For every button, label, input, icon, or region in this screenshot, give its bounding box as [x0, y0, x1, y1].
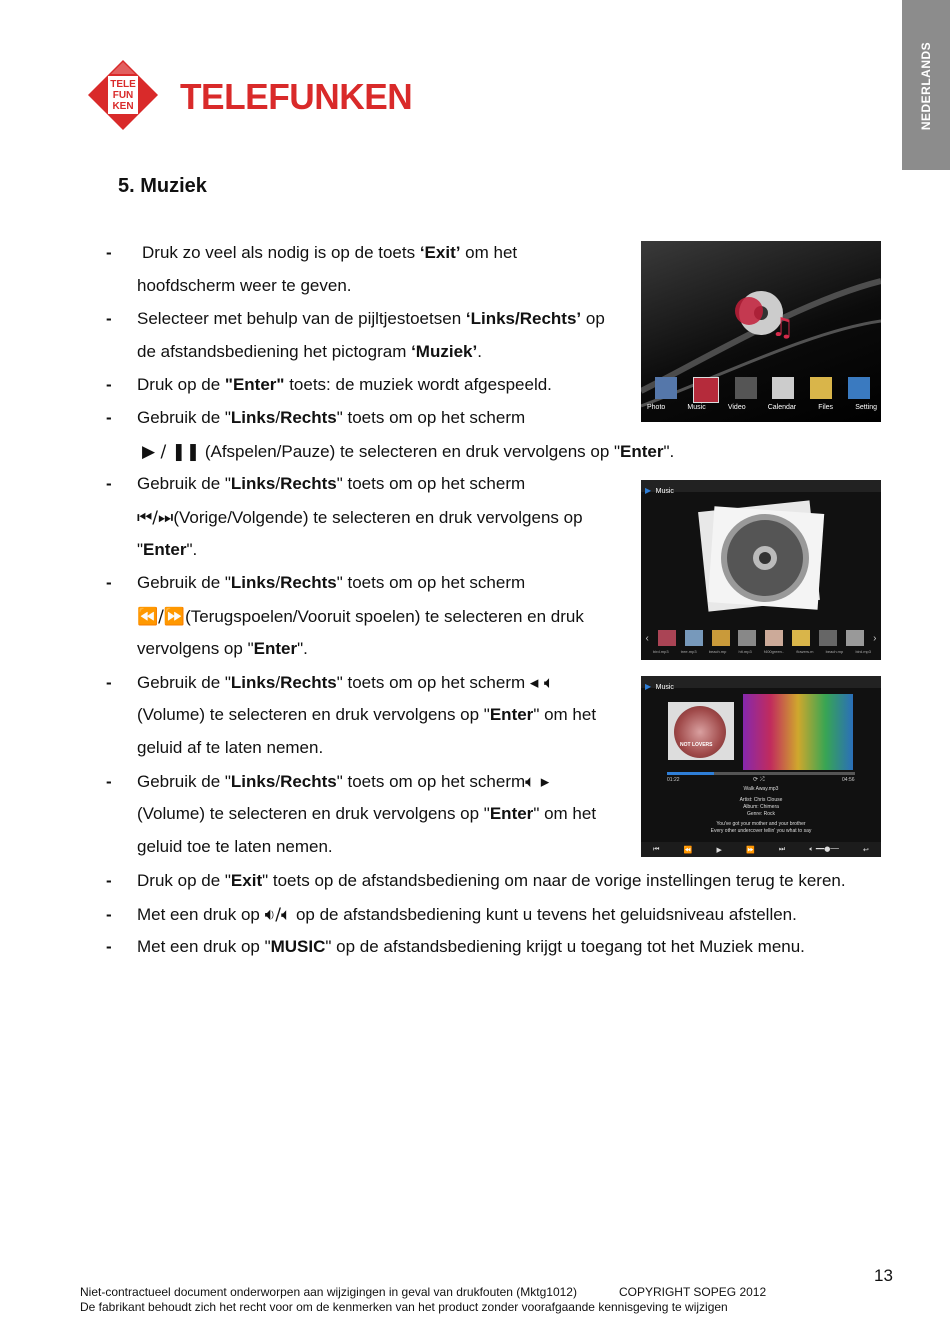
file-label: beach.mp: [825, 649, 844, 654]
bullet-dash: -: [106, 474, 112, 493]
rewind-forward-icon: ⏪/⏩: [137, 607, 186, 627]
menu-label[interactable]: Video: [727, 404, 746, 411]
files-icon[interactable]: [810, 377, 832, 399]
setting-icon[interactable]: [848, 377, 870, 399]
instruction-line: (Volume) te selecteren en druk vervolgens op "Enter" om het: [137, 804, 597, 823]
footer-line-2: De fabrikant behoudt zich het recht voor om de kenmerken van het product zonder voorafgaande kennisgeving te wijzigen: [80, 1300, 728, 1314]
bullet-dash: -: [106, 871, 112, 890]
previous-icon[interactable]: ⏮: [653, 845, 660, 853]
bullet-dash: -: [106, 375, 112, 394]
bullet-dash: -: [106, 937, 112, 956]
time-total: 04:56: [842, 777, 855, 783]
player-title: Music: [655, 684, 674, 691]
file-label: beach.mp: [708, 649, 727, 654]
instruction-line: geluid toe te laten nemen.: [137, 837, 333, 856]
player-controls: [641, 842, 881, 857]
instruction-line: Met een druk op 🔉︎/🔈︎ op de afstandsbediening kunt u tevens het geluidsniveau afstellen.: [137, 905, 797, 925]
language-label: NEDERLANDS: [919, 41, 933, 131]
brand-name: TELEFUNKEN: [180, 76, 413, 117]
instruction-line: hoofdscherm weer te geven.: [137, 276, 352, 295]
browser-title: Music: [655, 488, 674, 495]
language-tab: [902, 0, 950, 170]
play-icon[interactable]: ▶: [716, 845, 722, 854]
instruction-line: Selecteer met behulp van de pijltjestoetsen ‘Links/Rechts’ op: [137, 309, 605, 328]
volume-icon[interactable]: 🔈︎ ━━●──: [809, 845, 839, 853]
instruction-line: Gebruik de "Links/Rechts" toets om op het scherm ◂ 🔈︎: [137, 673, 555, 693]
volume-buttons-icon: 🔉︎/🔈︎: [264, 905, 292, 925]
fast-forward-icon[interactable]: ⏩: [746, 845, 755, 854]
page-number: 13: [874, 1266, 893, 1285]
file-label: tree.mp3: [680, 649, 697, 654]
instruction-line: (Volume) te selecteren en druk vervolgens op "Enter" om het: [137, 705, 597, 724]
file-label: bird.mp3: [855, 649, 871, 654]
svg-text:♫: ♫: [771, 313, 795, 343]
menu-label[interactable]: Files: [818, 404, 834, 411]
instruction-line: de afstandsbediening het pictogram ‘Muziek’.: [137, 342, 482, 361]
return-icon[interactable]: ↩: [862, 845, 869, 854]
svg-text:TELE: TELE: [110, 79, 136, 90]
chevron-left-icon: ‹: [645, 632, 649, 644]
cd-label: NOT LOVERS: [680, 742, 713, 748]
menu-label[interactable]: Photo: [647, 404, 666, 411]
instruction-line: Gebruik de "Links/Rechts" toets om op het scherm: [137, 573, 526, 592]
bullet-dash: -: [106, 573, 112, 592]
section-heading: 5. Muziek: [118, 175, 207, 197]
next-icon[interactable]: ⏭: [778, 845, 786, 853]
bullet-dash: -: [106, 772, 112, 791]
photo-icon[interactable]: [655, 377, 677, 399]
footer-line-1: Niet-contractueel document onderworpen aan wijzigingen in geval van drukfouten (Mktg1012) COPYRIGHT SOPEG 2012: [80, 1285, 767, 1299]
bullet-dash: -: [106, 243, 112, 262]
menu-label[interactable]: Music: [687, 404, 706, 411]
instruction-line: Gebruik de "Links/Rechts" toets om op het scherm🔈︎ ▸: [137, 772, 550, 792]
player-title-bar: ▶ Music: [641, 676, 881, 688]
calendar-icon[interactable]: [772, 377, 794, 399]
music-icon[interactable]: [693, 377, 719, 403]
music-player-screenshot: [641, 676, 881, 857]
instruction-line: Druk zo veel als nodig is op de toets ‘Exit’ om het: [142, 243, 518, 262]
prev-next-icon: ⏮/⏭: [137, 508, 174, 528]
track-info: Walk Away.mp3 Artist: Chris Clouse Album: Chimera Genre: Rock You've got your mother and your brother Every other undercover tellin' you what to say: [710, 786, 812, 834]
file-label: flowers.m: [796, 649, 814, 654]
progress-track[interactable]: [667, 772, 855, 775]
repeat-shuffle-icons[interactable]: ⟳ ⤮: [753, 777, 765, 783]
file-label: f400green..: [763, 649, 785, 654]
album-art: [668, 702, 734, 760]
file-labels: [653, 649, 871, 654]
play-pause-icon: ▶ / ❚❚: [142, 442, 201, 462]
bullet-dash: -: [106, 905, 112, 924]
menu-labels: [647, 404, 877, 411]
menu-label[interactable]: Calendar: [767, 404, 797, 411]
music-browser-screenshot: [641, 480, 881, 660]
main-menu-screenshot: [641, 241, 881, 422]
file-label: bird.mp3: [653, 649, 669, 654]
progress-fill: [667, 772, 714, 775]
instruction-line: geluid af te laten nemen.: [137, 738, 324, 757]
bullet-dash: -: [106, 673, 112, 692]
instruction-line: Gebruik de "Links/Rechts" toets om op het scherm: [137, 474, 526, 493]
instruction-line: ⏪/⏩(Terugspoelen/Vooruit spoelen) te selecteren en druk: [137, 607, 584, 627]
thumbnail-strip[interactable]: [641, 628, 881, 648]
volume-down-icon: ◂ 🔈︎: [529, 673, 555, 693]
svg-text:KEN: KEN: [112, 101, 134, 112]
instruction-line: vervolgens op "Enter".: [137, 639, 308, 658]
bullet-dash: -: [106, 309, 112, 328]
telefunken-seal-logo: [86, 58, 160, 132]
instruction-line: ⏮/⏭(Vorige/Volgende) te selecteren en druk vervolgens op: [137, 508, 583, 528]
instruction-line: Met een druk op "MUSIC" op de afstandsbediening krijgt u toegang tot het Muziek menu.: [137, 937, 805, 956]
equalizer-visual: [743, 694, 853, 770]
time-elapsed: 01:22: [667, 777, 680, 783]
rewind-icon[interactable]: ⏪: [683, 845, 693, 854]
instruction-line: ▶ / ❚❚ (Afspelen/Pauze) te selecteren en druk vervolgens op "Enter".: [142, 442, 675, 462]
instruction-line: Druk op de "Enter" toets: de muziek wordt afgespeeld.: [137, 375, 552, 394]
svg-text:FUN: FUN: [112, 90, 134, 101]
browser-title-bar: ▶ Music: [641, 480, 881, 492]
cd-disc-graphic: [715, 510, 815, 606]
bullet-dash: -: [106, 408, 112, 427]
volume-up-icon: 🔈︎ ▸: [525, 772, 550, 792]
menu-label[interactable]: Setting: [855, 404, 877, 411]
instruction-line: Druk op de "Exit" toets op de afstandsbediening om naar de vorige instellingen terug te keren.: [137, 871, 846, 890]
video-icon[interactable]: [735, 377, 757, 399]
chevron-right-icon: ›: [873, 632, 877, 644]
instruction-line: "Enter".: [137, 540, 198, 559]
file-label: hit.mp3: [738, 649, 752, 654]
instruction-line: Gebruik de "Links/Rechts" toets om op het scherm: [137, 408, 526, 427]
menu-icon-row: [655, 377, 870, 403]
